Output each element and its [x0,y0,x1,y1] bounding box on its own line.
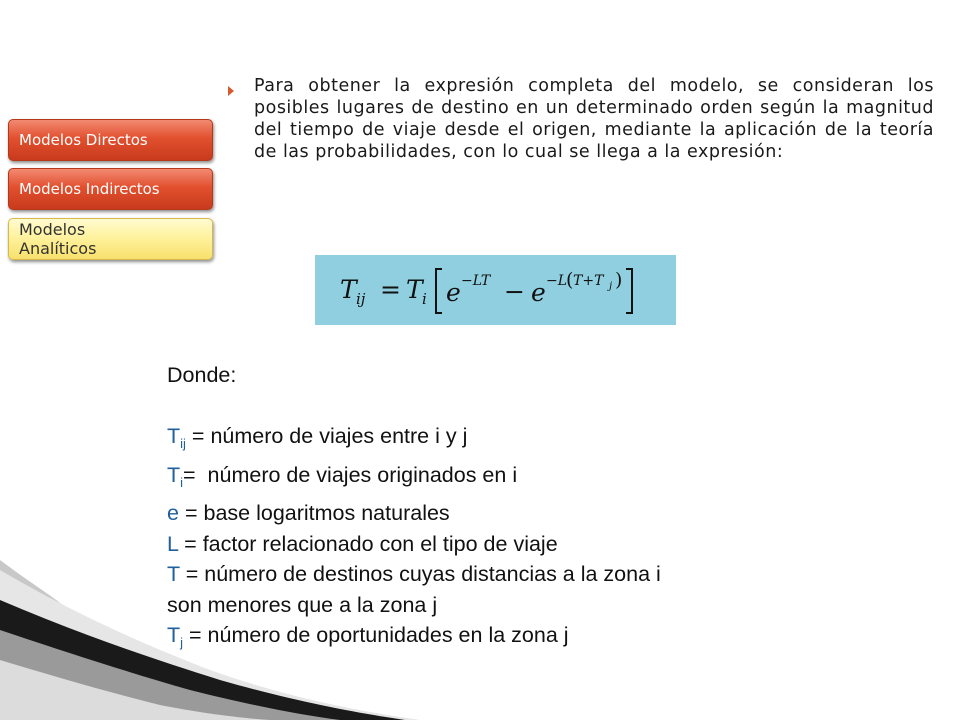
svg-text:ij: ij [355,290,365,308]
definition-tj: $T_j$ = número de oportunidades en la zona j [167,623,569,650]
nav-tab-modelos-indirectos[interactable] [8,168,213,210]
svg-text:T: T [405,275,423,304]
svg-text:j: j [608,281,612,292]
svg-text:(: ( [565,269,573,291]
svg-text:−: − [503,277,525,306]
definition-l: L = factor relacionado con el tipo de viaje [167,531,558,556]
definition-ti: $T_i=$ número de viajes originados en i [167,462,518,490]
bullet-paragraph: Para obtener la expresión completa del modelo, se consideran los posibles lugares de destino en un determinado orden según la magnitud del tiempo de viaje desde el origen, mediante la aplicación de la teoría de las probabilidades, con lo cual se llega a la expresión: [254,76,934,162]
formula-equation [326,259,666,321]
definition-t-continued: son menores que a la zona j [167,592,438,617]
formula-box [315,255,676,325]
definition-tij: $T_{ij}$ = número de viajes entre i y j [167,424,468,451]
nav-tab-modelos-analiticos[interactable] [8,218,213,260]
svg-text:): ) [614,269,622,291]
svg-text:−LT: −LT [460,273,490,289]
nav-tab-modelos-directos[interactable] [8,119,213,161]
svg-text:e: e [530,278,546,307]
bullet-arrow-icon [228,86,234,96]
svg-text:−L: −L [545,273,567,289]
svg-text:T: T [339,275,357,304]
definitions-heading: Donde: [167,363,237,387]
svg-text:=: = [379,275,401,304]
nav-tab-label: Modelos Indirectos [19,180,160,198]
svg-text:i: i [421,290,427,308]
svg-text:T+T: T+T [572,273,603,289]
definition-t: T = número de destinos cuyas distancias a la zona i [167,562,661,586]
svg-text:e: e [445,278,461,307]
nav-tab-label: Modelos Directos [19,131,148,149]
nav-tab-label: Modelos Analíticos [19,220,97,258]
decorative-swoosh [0,560,420,720]
definition-e: e = base logaritmos naturales [167,501,450,525]
